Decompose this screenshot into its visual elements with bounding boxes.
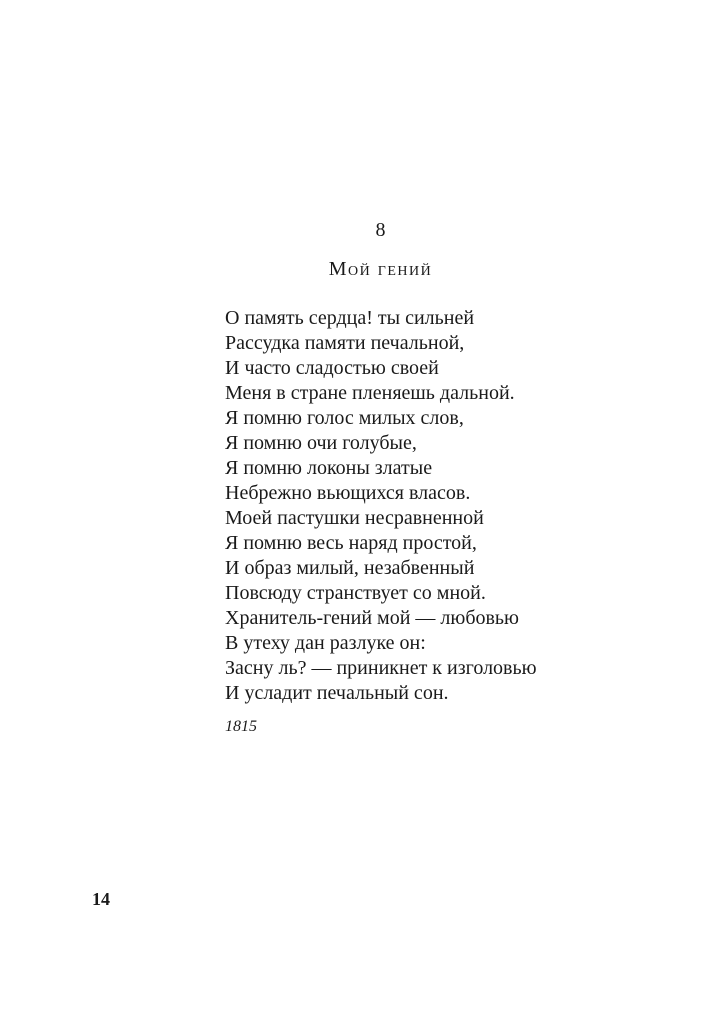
verse-line: Я помню очи голубые, <box>225 432 417 454</box>
verse-line: И часто сладостью своей <box>225 357 439 379</box>
verse-line: Я помню локоны златые <box>225 457 433 479</box>
verse-line: Хранитель-гений мой — любовью <box>225 607 519 629</box>
verse-line: Повсюду странствует со мной. <box>225 582 486 604</box>
poem-stanza <box>225 306 685 706</box>
verse-line: Я помню весь наряд простой, <box>225 532 477 554</box>
poem-number: 8 <box>375 219 386 241</box>
page-number: 14 <box>92 889 110 909</box>
poem-title: Мой гений <box>328 258 433 280</box>
verse-line: В утеху дан разлуке он: <box>225 632 426 654</box>
poem-date: 1815 <box>225 718 257 735</box>
verse-line: И усладит печальный сон. <box>225 682 449 704</box>
verse-line: Меня в стране пленяешь дальной. <box>225 382 515 404</box>
verse-line: Небрежно вьющихся власов. <box>225 482 471 504</box>
verse-line: Рассудка памяти печальной, <box>225 332 465 354</box>
verse-line: Моей пастушки несравненной <box>225 507 484 529</box>
verse-line: О память сердца! ты сильней <box>225 307 475 329</box>
verse-line: Засну ль? — приникнет к изголовью <box>225 657 537 679</box>
verse-line: Я помню голос милых слов, <box>225 407 464 429</box>
verse-line: И образ милый, незабвенный <box>225 557 475 579</box>
